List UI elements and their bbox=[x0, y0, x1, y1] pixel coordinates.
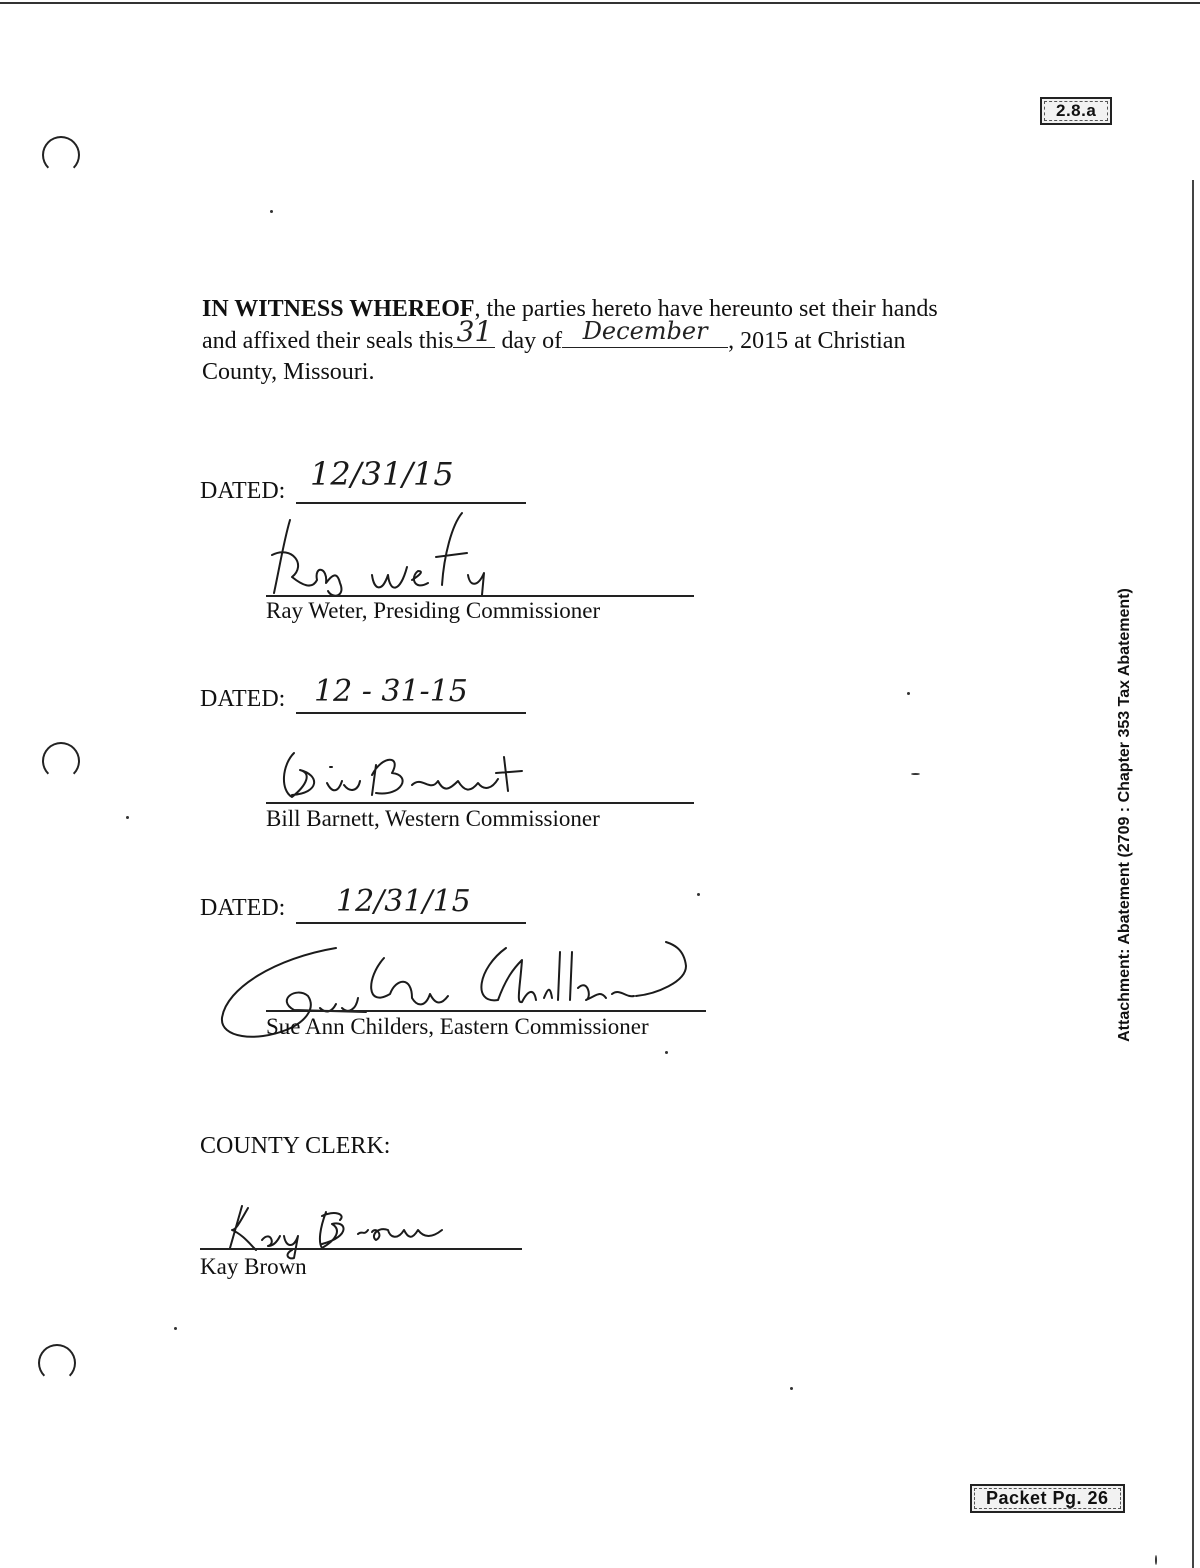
county-clerk-label: COUNTY CLERK: bbox=[200, 1133, 391, 1159]
footer-tag: Packet Pg. 26 bbox=[970, 1484, 1125, 1513]
scan-speck bbox=[665, 1051, 668, 1054]
scan-speck bbox=[1155, 1555, 1157, 1565]
date-line-1 bbox=[296, 502, 526, 504]
scan-speck bbox=[270, 210, 273, 213]
signature-line-2 bbox=[266, 802, 694, 804]
day-blank bbox=[453, 315, 495, 348]
signature-line-3 bbox=[266, 1010, 706, 1012]
signature-ray-weter bbox=[262, 505, 502, 600]
scan-speck bbox=[790, 1387, 793, 1390]
attachment-side-note: Attachment: Abatement (2709 : Chapter 353 Tax Abatement) bbox=[1116, 588, 1133, 1042]
dated-label-3: DATED: bbox=[200, 895, 286, 921]
witness-line-2 bbox=[202, 315, 1022, 357]
scan-speck bbox=[907, 692, 910, 695]
witness-paragraph bbox=[202, 294, 1022, 388]
date-handwritten-3: 12/31/15 bbox=[336, 884, 471, 919]
punch-hole-bottom bbox=[38, 1344, 76, 1382]
day-handwritten: 31 bbox=[456, 315, 493, 348]
scan-speck bbox=[126, 816, 129, 819]
signature-kay-brown bbox=[222, 1200, 452, 1260]
date-handwritten-1: 12/31/15 bbox=[310, 455, 454, 493]
witness-line-3: County, Missouri. bbox=[202, 359, 375, 385]
scan-speck bbox=[697, 893, 700, 896]
caption-3: Sue Ann Childers, Eastern Commissioner bbox=[266, 1014, 649, 1039]
caption-2: Bill Barnett, Western Commissioner bbox=[266, 806, 600, 831]
month-handwritten: December bbox=[582, 317, 708, 345]
date-line-2 bbox=[296, 712, 526, 714]
date-line-3 bbox=[296, 922, 526, 924]
witness-line-2-b: day of bbox=[501, 328, 563, 354]
witness-line-2-a: and affixed their seals this bbox=[202, 328, 454, 354]
scan-speck bbox=[911, 773, 920, 775]
month-blank bbox=[562, 317, 728, 348]
clerk-signature-line bbox=[200, 1248, 522, 1250]
scan-speck bbox=[174, 1327, 177, 1330]
witness-line-1-rest: , the parties hereto have hereunto set their hands bbox=[474, 296, 938, 322]
dated-label-1: DATED: bbox=[200, 478, 286, 504]
top-border-rule bbox=[0, 2, 1200, 4]
header-tag: 2.8.a bbox=[1040, 97, 1112, 125]
right-border-rule bbox=[1192, 180, 1194, 1568]
witness-line-2-c: , 2015 at Christian bbox=[728, 328, 906, 354]
signature-line-1 bbox=[266, 595, 694, 597]
punch-hole-middle bbox=[42, 742, 80, 780]
punch-hole-top bbox=[42, 136, 80, 174]
caption-1: Ray Weter, Presiding Commissioner bbox=[266, 598, 601, 623]
dated-label-2: DATED: bbox=[200, 686, 286, 712]
witness-lead: IN WITNESS WHEREOF bbox=[202, 296, 475, 322]
clerk-caption: Kay Brown bbox=[200, 1254, 307, 1279]
signature-bill-barnett bbox=[272, 745, 542, 805]
date-handwritten-2: 12 - 31-15 bbox=[314, 674, 468, 709]
